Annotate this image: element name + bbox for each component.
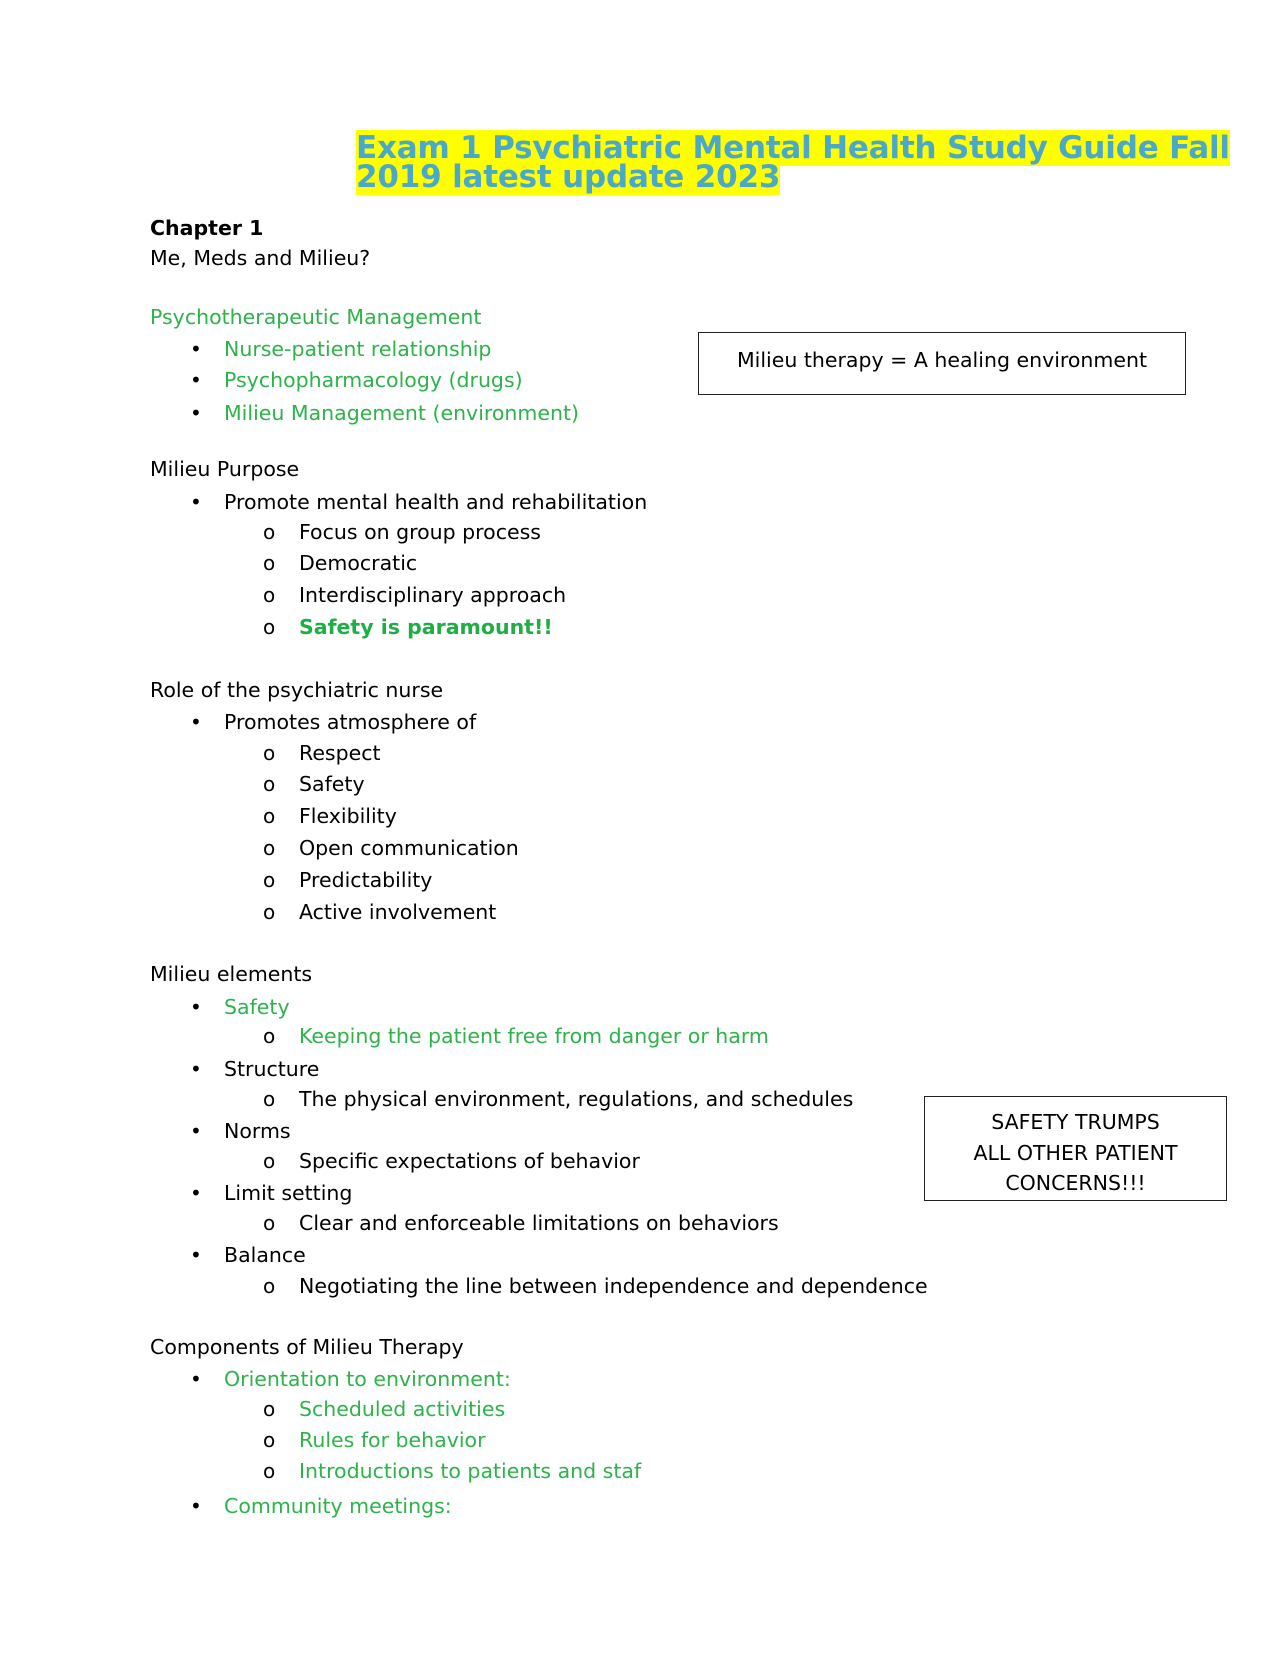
sub-list-item: Rules for behavior bbox=[299, 1428, 486, 1452]
list-item: Nurse-patient relationship bbox=[224, 337, 492, 361]
bullet-symbol: • bbox=[190, 710, 202, 734]
document-title: Exam 1 Psychiatric Mental Health Study Guide Fall 2019 latest update 2023 bbox=[356, 130, 1230, 195]
list-item: Safety bbox=[224, 995, 290, 1019]
bullet-symbol: • bbox=[190, 401, 202, 425]
bullet-symbol: • bbox=[190, 995, 202, 1019]
milieu-purpose-heading: Milieu Purpose bbox=[150, 457, 300, 481]
bullet-symbol: • bbox=[190, 1367, 202, 1391]
sub-bullet-symbol: o bbox=[263, 1397, 276, 1421]
chapter-heading: Chapter 1 bbox=[150, 216, 264, 240]
sub-bullet-symbol: o bbox=[263, 1149, 276, 1173]
sub-list-item: Active involvement bbox=[299, 900, 497, 924]
sub-bullet-symbol: o bbox=[263, 868, 276, 892]
milieu-therapy-text: Milieu therapy = A healing environment bbox=[736, 348, 1148, 372]
sub-bullet-symbol: o bbox=[263, 836, 276, 860]
bullet-symbol: • bbox=[190, 1494, 202, 1518]
bullet-symbol: • bbox=[190, 1119, 202, 1143]
sub-bullet-symbol: o bbox=[263, 551, 276, 575]
safety-trumps-textbox bbox=[924, 1096, 1227, 1201]
sub-list-item: Interdisciplinary approach bbox=[299, 583, 567, 607]
sub-bullet-symbol: o bbox=[263, 1024, 276, 1048]
bullet-symbol: • bbox=[190, 337, 202, 361]
sub-bullet-symbol: o bbox=[263, 741, 276, 765]
list-item: Milieu Management (environment) bbox=[224, 401, 580, 425]
list-item: Norms bbox=[224, 1119, 291, 1143]
sub-list-item: Democratic bbox=[299, 551, 418, 575]
list-item: Limit setting bbox=[224, 1181, 353, 1205]
sub-bullet-symbol: o bbox=[263, 804, 276, 828]
sub-list-item: The physical environment, regulations, and schedules bbox=[299, 1087, 854, 1111]
sub-bullet-symbol: o bbox=[263, 1459, 276, 1483]
sub-bullet-symbol: o bbox=[263, 1274, 276, 1298]
sub-list-item: Respect bbox=[299, 741, 381, 765]
sub-bullet-symbol: o bbox=[263, 900, 276, 924]
sub-list-item: Open communication bbox=[299, 836, 519, 860]
list-item: Community meetings: bbox=[224, 1494, 452, 1518]
sub-list-item: Specific expectations of behavior bbox=[299, 1149, 640, 1173]
sub-bullet-symbol: o bbox=[263, 615, 276, 639]
sub-bullet-symbol: o bbox=[263, 583, 276, 607]
chapter-subtitle: Me, Meds and Milieu? bbox=[150, 246, 371, 270]
list-item: Orientation to environment: bbox=[224, 1367, 511, 1391]
bullet-symbol: • bbox=[190, 1243, 202, 1267]
milieu-therapy-textbox bbox=[698, 332, 1186, 395]
sub-list-item: Negotiating the line between independence and dependence bbox=[299, 1274, 928, 1298]
sub-list-item: Keeping the patient free from danger or harm bbox=[299, 1024, 769, 1048]
bullet-symbol: • bbox=[190, 490, 202, 514]
sub-list-item: Introductions to patients and staf bbox=[299, 1459, 642, 1483]
sub-bullet-symbol: o bbox=[263, 1211, 276, 1235]
sub-bullet-symbol: o bbox=[263, 520, 276, 544]
components-heading: Components of Milieu Therapy bbox=[150, 1335, 464, 1359]
list-item: Balance bbox=[224, 1243, 306, 1267]
sub-list-item: Safety bbox=[299, 772, 365, 796]
safety-box-line: SAFETY TRUMPS bbox=[991, 1110, 1160, 1134]
sub-list-item: Scheduled activities bbox=[299, 1397, 506, 1421]
sub-bullet-symbol: o bbox=[263, 772, 276, 796]
list-item: Structure bbox=[224, 1057, 320, 1081]
list-item: Promote mental health and rehabilitation bbox=[224, 490, 648, 514]
list-item: Psychopharmacology (drugs) bbox=[224, 368, 523, 392]
sub-bullet-symbol: o bbox=[263, 1087, 276, 1111]
role-heading: Role of the psychiatric nurse bbox=[150, 678, 444, 702]
safety-box-line: ALL OTHER PATIENT bbox=[973, 1140, 1178, 1165]
sub-list-item: Focus on group process bbox=[299, 520, 541, 544]
elements-heading: Milieu elements bbox=[150, 962, 313, 986]
sub-bullet-symbol: o bbox=[263, 1428, 276, 1452]
sub-list-item: Clear and enforceable limitations on behaviors bbox=[299, 1211, 779, 1235]
list-item: Promotes atmosphere of bbox=[224, 710, 477, 734]
safety-box-line: CONCERNS!!! bbox=[1005, 1171, 1146, 1195]
sub-list-item: Flexibility bbox=[299, 804, 397, 828]
bullet-symbol: • bbox=[190, 1181, 202, 1205]
sub-list-item: Predictability bbox=[299, 868, 433, 892]
psychotherapeutic-heading: Psychotherapeutic Management bbox=[150, 305, 482, 329]
sub-list-item: Safety is paramount!! bbox=[299, 615, 553, 639]
bullet-symbol: • bbox=[190, 1057, 202, 1081]
bullet-symbol: • bbox=[190, 368, 202, 392]
